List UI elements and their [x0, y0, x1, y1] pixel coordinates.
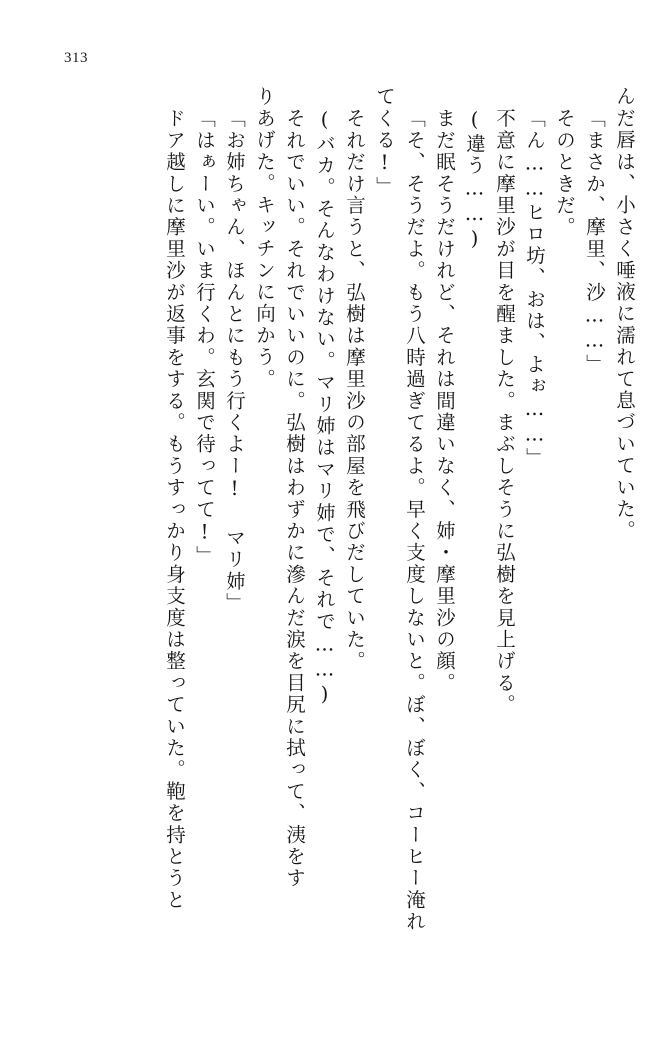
- text-line: 「ん……ヒロ坊、おは、よぉ……」: [523, 108, 546, 470]
- text-line: 「お姉ちゃん、ほんとにもう行くよー! マリ姉」: [223, 108, 246, 615]
- text-line: (バカ。そんなわけない。マリ姉はマリ姉で、それで……): [313, 108, 336, 708]
- text-line: んだ唇は、小さく唾液に濡れて息づいていた。: [613, 86, 636, 542]
- text-line: 不意に摩里沙が目を醒ました。まぶしそうに弘樹を見上げる。: [493, 108, 516, 716]
- text-line: 「そ、そうだよ。もう八時過ぎてるよ。早く支度しないと。ぼ、ぼく、コーヒー淹れ: [403, 108, 426, 933]
- text-line: てくる!」: [373, 86, 396, 198]
- text-line: (違う……): [463, 108, 486, 253]
- text-line: それだけ言うと、弘樹は摩里沙の部屋を飛びだしていた。: [343, 108, 366, 673]
- text-line: そのときだ。: [553, 108, 576, 239]
- text-line: ドア越しに摩里沙が返事をする。もうすっかり身支度は整っていた。鞄を持とうと: [163, 108, 186, 911]
- page-number: 313: [64, 50, 88, 66]
- vertical-text-body: [34, 86, 634, 1026]
- text-line: 「まさか、摩里、沙……」: [583, 108, 606, 376]
- text-line: 「はぁーい。いま行くわ。玄関で待ってて!」: [193, 108, 216, 568]
- text-line: りあげた。キッチンに向かう。: [253, 86, 276, 390]
- text-line: それでいい。それでいいのに。弘樹はわずかに滲んだ涙を目尻に拭って、洟をす: [283, 108, 306, 890]
- text-line: まだ眠そうだけれど、それは間違いなく、姉・摩里沙の顔。: [433, 108, 456, 694]
